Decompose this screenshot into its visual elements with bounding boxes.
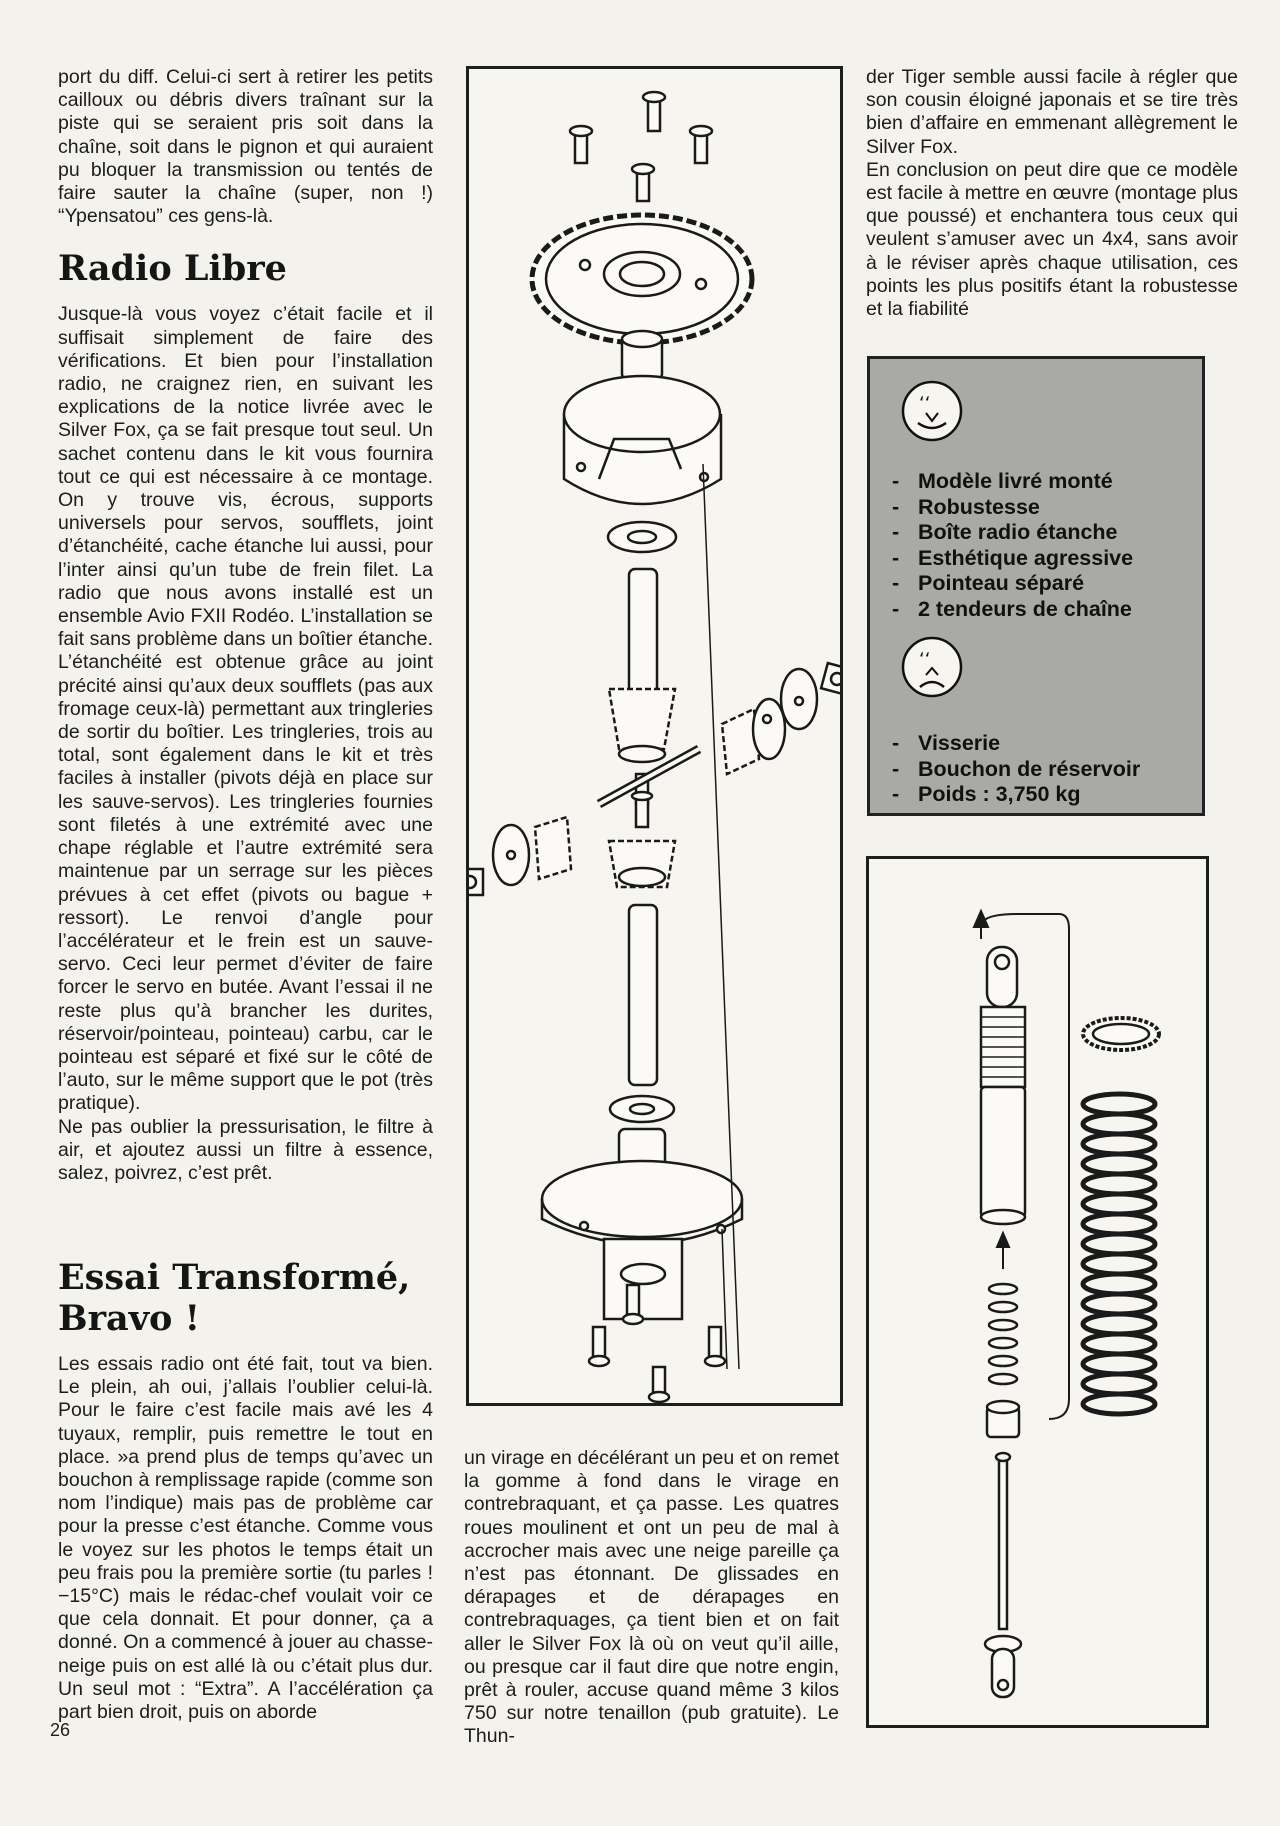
bevel-gear [609,689,675,762]
heading-essai-line-1: Essai Transformé, [58,1257,411,1298]
essai-paragraph: Les essais radio ont été fait, tout va bien. Le plein, ah oui, j’allais l’oublier celui-là. Pour le faire c’est facile mais avé les 4 tuyaux, remplir, puis remettre le tout en place. »a prend plus de temps qu’avec un bouchon à remplissage rapide (comme son nom l’indique) mais pas de problème car pour la presse c’est étanche. Comme vous le voyez sur les photos le temps était un peu frais pou la première sortie (tu parles ! −15°C) mais le rédac-chef voulait voir ce que cela donnait. Et pour donner, ça a donné. On a commencé à jouer au chasse-neige puis on est allé là ou c’était plus dur. Un seul mot : “Extra”. A l’accélération ça part bien droit, puis on aborde [58,1353,433,1724]
right-paragraph-2: En conclusion on peut dire que ce modèle est facile à mettre en œuvre (montage plus que poussé) et enchantera tous ceux qui veulent s’amuser avec un 4x4, sans avoir à le réviser après chaque utilisation, ces points les plus positifs étant la robustesse et la fiabilité [866,158,1238,321]
sad-face-icon [900,635,964,699]
pro-item: - Esthétique agressive [892,545,1134,570]
left-column [58,66,433,1185]
pro-item: - 2 tendeurs de chaîne [892,596,1132,621]
svg-text:ʻʻ: ʻʻ [919,649,931,670]
middle-column [464,1447,839,1749]
differential-exploded-diagram [469,69,840,1403]
summary-box [867,356,1205,816]
diff-hub-bottom [542,1161,742,1319]
shock-diagram-frame [866,856,1209,1728]
middle-paragraph: un virage en décélérant un peu et on remet la gomme à fond dans le virage en contrebraquant, et ça passe. Les quatres roues moulinent et ont un peu de mal à accrocher mais avec une neige pareille ça n’est pas étonnant. De glissades en dérapages et de dérapages en contrebraquages, ça tient bien et on fait aller le Silver Fox là où on veut qu’il aille, ou presque car il faut dire que notre engin, prêt à rouler, accuse quand même 3 kilos 750 sur notre tenaillon (pub gratuite). Le Thun- [464,1447,839,1748]
pro-item: - Modèle livré monté [892,469,1113,493]
diff-housing [564,376,721,504]
radio-paragraph-end: Ne pas oublier la pressurisation, le filtre à air, et ajoutez aussi un filtre à essence, salez, poivrez, c’est prêt. [58,1115,433,1184]
pros-list [892,469,1133,623]
pro-item: - Pointeau séparé [892,571,1085,596]
intro-paragraph: port du diff. Celui-ci sert à retirer les petits cailloux ou débris divers traînant sur la piste qui se seraient pris soit dans la chaîne, soit dans le pignon et qui auraient pu bloquer la transmission ou tentés de faire sauter la chaîne (super, non !) “Ypensatou” ces gens-là. [58,66,433,228]
page-number: 26 [50,1720,71,1740]
heading-radio-libre: Radio Libre [58,248,287,290]
sprocket-gear [532,215,752,343]
con-item: - Bouchon de réservoir [892,756,1141,781]
radio-paragraph: Jusque-là vous voyez c’était facile et il suffisait simplement de faire des vérifications. Et bien pour l’installation radio, ne craignez rien, en suivant les explications de la notice livrée avec le Silver Fox, ça se fait presque tout seul. Un sachet contenu dans le kit vous fournira tout ce qui est nécessaire à ce montage. On y trouve vis, écrous, supports universels pour servos, soufflets, joint d’étanchéité, cache étanche lui aussi, pour l’inter ainsi qu’un tube de frein filet. La radio que nous avons installé est un ensemble Avio FXII Rodéo. L’installation se fait sans problème dans un boîtier étanche. L’étanchéité est obtenue grâce au joint précité ainsi qu’aux deux soufflets (pas aux fromage ceux-là) permettant aux tringleries de sortir du boîtier. Les tringleries, trois au total, sont également dans le kit et très faciles à installer (pivots déjà en place sur les sauve-servos). Les tringleries fournies sont filetés à une extrémité avec une chape réglable et l’autre extrémité sera maintenue par un serrage sur les pièces prévues à cet effet (pivots ou bague + ressort). Le renvoi d’angle pour l’accélérateur et le frein est un sauve-servo. Ceci leur permet d’éviter de faire forcer le servo en butée. Avant l’essai il ne reste plus qu’à brancher les durites, réservoir/pointeau, pointeau) carbu, car le pointeau est séparé et fixé sur le côté de l’auto, sur le même support que le pot (très pratique). [58,303,433,1115]
pro-item: - Robustesse [892,494,1040,519]
differential-diagram-frame [466,66,843,1406]
screw-icon [570,92,712,201]
side-gear-right [722,663,840,774]
right-column [866,66,1238,321]
heading-essai-line-2: Bravo ! [58,1298,200,1339]
con-item: - Poids : 3,750 kg [892,782,1081,807]
side-gear-left [469,817,571,895]
left-column-lower [58,1257,433,1724]
pro-item: - Boîte radio étanche [892,520,1118,545]
con-item: - Visserie [892,731,1001,755]
svg-text:ʻʻ: ʻʻ [919,393,931,414]
spring-coil [1083,1094,1155,1414]
cons-list [892,731,1140,808]
shock-absorber-exploded-diagram [869,859,1206,1725]
heading-essai [58,1257,433,1339]
happy-face-icon [900,379,964,443]
right-paragraph-1: der Tiger semble aussi facile à régler que son cousin éloigné japonais et se tire très bien d’affaire en emmenant allègrement le Silver Fox. [866,66,1238,158]
